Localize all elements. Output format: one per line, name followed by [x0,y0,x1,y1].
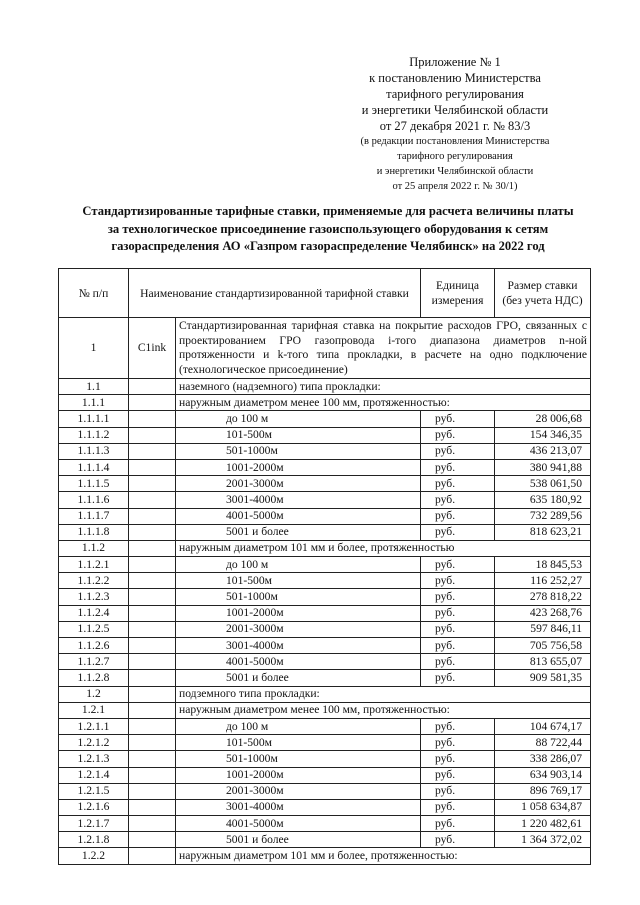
header-rate: Размер ставки (без учета НДС) [495,269,591,318]
title-line-2: за технологическое присоединение газоиспользующего оборудования к сетям [107,221,549,236]
table-row [59,427,591,443]
rate-value: 423 268,76 [495,605,591,621]
length-range: 4001-5000м [176,508,421,524]
ministry-name-2: и энергетики Челябинской области [361,103,549,117]
table-section-row [59,686,591,702]
row-number: 1.2.2 [59,848,129,864]
row-number: 1.2.1.8 [59,832,129,848]
rate-value: 380 941,88 [495,459,591,475]
rate-value: 909 581,35 [495,670,591,686]
length-range: 5001 и более [176,832,421,848]
row-code-empty [129,411,176,427]
row-number: 1.1.1.7 [59,508,129,524]
unit: руб. [421,459,495,475]
section-description: подземного типа прокладки: [176,686,591,702]
rate-value: 154 346,35 [495,427,591,443]
table-row [59,638,591,654]
unit: руб. [421,589,495,605]
section-description: наружным диаметром 101 мм и более, протяженностью [176,540,591,556]
row-code-empty [129,379,176,395]
table-row [59,605,591,621]
appendix-number: Приложение № 1 [409,55,501,69]
row-number: 1.1.2.8 [59,670,129,686]
row-code-empty [129,524,176,540]
length-range: 4001-5000м [176,816,421,832]
length-range: 501-1000м [176,443,421,459]
row-number: 1.1.1.5 [59,476,129,492]
unit: руб. [421,443,495,459]
row-number: 1.1.2.4 [59,605,129,621]
table-header-row [59,269,591,318]
row-code-empty [129,702,176,718]
ministry-name-1: тарифного регулирования [386,87,524,101]
row-code-empty [129,459,176,475]
table-section-row [59,540,591,556]
rate-value: 896 769,17 [495,783,591,799]
length-range: 2001-3000м [176,621,421,637]
row-code-empty [129,638,176,654]
row-code-empty [129,476,176,492]
main-rate-row [59,318,591,379]
unit: руб. [421,832,495,848]
row-code-empty [129,735,176,751]
length-range: до 100 м [176,411,421,427]
rate-value: 338 286,07 [495,751,591,767]
row-number: 1.1.2.3 [59,589,129,605]
row-code-empty [129,654,176,670]
row-number: 1.1.1 [59,395,129,411]
table-section-row [59,395,591,411]
table-row [59,670,591,686]
length-range: 1001-2000м [176,605,421,621]
edition-note-3: и энергетики Челябинской области [376,166,534,177]
table-row [59,443,591,459]
row-code-empty [129,718,176,734]
table-row [59,508,591,524]
table-row [59,654,591,670]
main-rate-description: Стандартизированная тарифная ставка на покрытие расходов ГРО, связанных с проектированием ГРО газопровода i-того диапазона диаметров n-ной протяженности и k-того типа прокладки, в расчете на одно подключение (технологическое присоединение) [176,318,591,379]
row-code-empty [129,686,176,702]
length-range: 4001-5000м [176,654,421,670]
table-row [59,718,591,734]
row-code-empty [129,573,176,589]
rate-value: 88 722,44 [495,735,591,751]
rate-value: 1 058 634,87 [495,799,591,815]
row-number: 1.2.1.3 [59,751,129,767]
table-section-row [59,848,591,864]
edition-note-2: тарифного регулирования [397,151,513,162]
unit: руб. [421,654,495,670]
table-row [59,751,591,767]
rate-value: 538 061,50 [495,476,591,492]
row-number: 1.1.1.2 [59,427,129,443]
unit: руб. [421,621,495,637]
unit: руб. [421,492,495,508]
title-line-3: газораспределения АО «Газпром газораспределение Челябинск» на 2022 год [111,239,545,253]
table-row [59,459,591,475]
row-number: 1.1.2.1 [59,557,129,573]
rate-value: 1 220 482,61 [495,816,591,832]
tariff-table [58,268,591,865]
row-number: 1.1.1.6 [59,492,129,508]
length-range: 501-1000м [176,751,421,767]
row-number: 1.1.1.4 [59,459,129,475]
row-number: 1.1 [59,379,129,395]
rate-value: 18 845,53 [495,557,591,573]
table-section-row [59,379,591,395]
unit: руб. [421,799,495,815]
length-range: 501-1000м [176,589,421,605]
unit: руб. [421,670,495,686]
length-range: 101-500м [176,427,421,443]
row-number: 1.2.1.2 [59,735,129,751]
rate-value: 634 903,14 [495,767,591,783]
rate-value: 104 674,17 [495,718,591,734]
row-number: 1.2.1 [59,702,129,718]
row-number: 1.2.1.5 [59,783,129,799]
rate-value: 635 180,92 [495,492,591,508]
row-number: 1.2.1.1 [59,718,129,734]
rate-value: 813 655,07 [495,654,591,670]
table-row [59,476,591,492]
row-number: 1.1.2.7 [59,654,129,670]
row-code-empty [129,783,176,799]
unit: руб. [421,816,495,832]
appendix-header [330,54,580,194]
row-number: 1.2.1.6 [59,799,129,815]
unit: руб. [421,557,495,573]
row-number: 1.1.2.6 [59,638,129,654]
row-number: 1.1.2.2 [59,573,129,589]
rate-value: 278 818,22 [495,589,591,605]
row-code-empty [129,427,176,443]
table-row [59,411,591,427]
rate-value: 28 006,68 [495,411,591,427]
unit: руб. [421,524,495,540]
table-row [59,799,591,815]
length-range: 101-500м [176,735,421,751]
unit: руб. [421,751,495,767]
unit: руб. [421,508,495,524]
length-range: 1001-2000м [176,459,421,475]
header-num: № п/п [59,269,129,318]
row-number: 1.2.1.7 [59,816,129,832]
length-range: 3001-4000м [176,492,421,508]
resolution-date: от 27 декабря 2021 г. № 83/3 [379,119,531,133]
resolution-ref: к постановлению Министерства [369,71,541,85]
header-unit: Единица измерения [421,269,495,318]
row-code-empty [129,848,176,864]
row-code-empty [129,540,176,556]
row-number: 1.1.2.5 [59,621,129,637]
row-code-empty [129,670,176,686]
unit: руб. [421,783,495,799]
row-code-empty [129,799,176,815]
row-code-empty [129,443,176,459]
row-number: 1.1.1.8 [59,524,129,540]
table-row [59,767,591,783]
row-number: 1.1.1.1 [59,411,129,427]
unit: руб. [421,476,495,492]
length-range: 101-500м [176,573,421,589]
length-range: 5001 и более [176,670,421,686]
length-range: 1001-2000м [176,767,421,783]
length-range: 3001-4000м [176,799,421,815]
row-number: 1.1.2 [59,540,129,556]
rate-value: 597 846,11 [495,621,591,637]
unit: руб. [421,735,495,751]
rate-value: 1 364 372,02 [495,832,591,848]
unit: руб. [421,605,495,621]
length-range: 5001 и более [176,524,421,540]
row-number: 1.2.1.4 [59,767,129,783]
row-code-empty [129,589,176,605]
row-code-empty [129,751,176,767]
length-range: до 100 м [176,557,421,573]
row-code-empty [129,508,176,524]
rate-value: 116 252,27 [495,573,591,589]
document-title [58,203,598,256]
table-row [59,783,591,799]
rate-value: 436 213,07 [495,443,591,459]
table-row [59,621,591,637]
rate-value: 732 289,56 [495,508,591,524]
unit: руб. [421,718,495,734]
rate-value: 818 623,21 [495,524,591,540]
header-name: Наименование стандартизированной тарифной ставки [129,269,421,318]
row-code-empty [129,832,176,848]
row-code-empty [129,816,176,832]
unit: руб. [421,638,495,654]
section-description: наружным диаметром менее 100 мм, протяженностью: [176,395,591,411]
row-code-empty [129,621,176,637]
table-section-row [59,702,591,718]
row-code-empty [129,605,176,621]
table-row [59,832,591,848]
title-line-1: Стандартизированные тарифные ставки, применяемые для расчета величины платы [82,204,574,218]
row-code-empty [129,395,176,411]
row-code-empty [129,767,176,783]
length-range: 2001-3000м [176,476,421,492]
table-row [59,735,591,751]
unit: руб. [421,573,495,589]
length-range: 2001-3000м [176,783,421,799]
table-row [59,492,591,508]
table-row [59,589,591,605]
edition-note-date: от 25 апреля 2022 г. № 30/1) [392,181,518,192]
table-row [59,816,591,832]
row-code-empty [129,557,176,573]
row-code-empty [129,492,176,508]
length-range: 3001-4000м [176,638,421,654]
length-range: до 100 м [176,718,421,734]
row-number: 1.2 [59,686,129,702]
main-rate-num: 1 [59,318,129,379]
main-rate-code: C1ink [129,318,176,379]
table-row [59,524,591,540]
unit: руб. [421,767,495,783]
unit: руб. [421,411,495,427]
unit: руб. [421,427,495,443]
section-description: наземного (надземного) типа прокладки: [176,379,591,395]
table-row [59,557,591,573]
section-description: наружным диаметром менее 100 мм, протяженностью: [176,702,591,718]
rate-value: 705 756,58 [495,638,591,654]
edition-note-1: (в редакции постановления Министерства [360,136,550,147]
row-number: 1.1.1.3 [59,443,129,459]
table-row [59,573,591,589]
section-description: наружным диаметром 101 мм и более, протяженностью: [176,848,591,864]
